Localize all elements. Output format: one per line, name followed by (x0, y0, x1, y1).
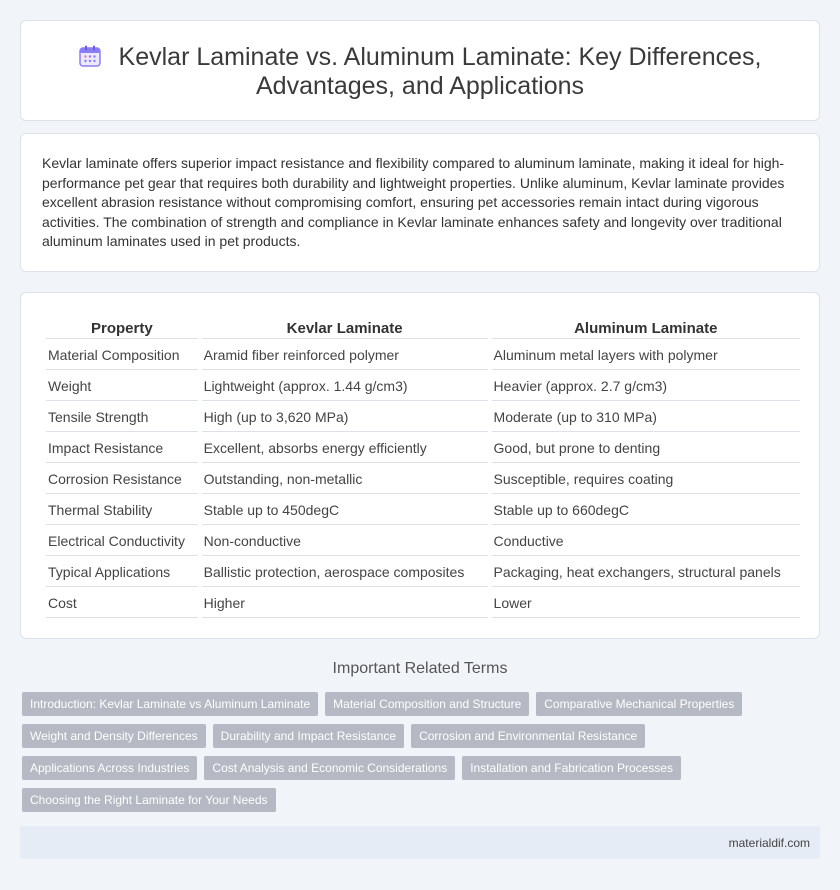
kevlar-cell: High (up to 3,620 MPa) (202, 403, 488, 432)
related-tag[interactable]: Weight and Density Differences (22, 724, 206, 748)
title-line-1 (21, 43, 819, 72)
tag-row (22, 724, 812, 748)
related-tag[interactable]: Cost Analysis and Economic Considerations (204, 756, 455, 780)
related-terms-title: Important Related Terms (332, 660, 508, 677)
related-tag[interactable]: Introduction: Kevlar Laminate vs Aluminum Laminate (22, 692, 318, 716)
table-row (46, 403, 800, 432)
kevlar-cell: Lightweight (approx. 1.44 g/cm3) (202, 372, 488, 401)
title-card (20, 20, 820, 121)
aluminum-cell: Packaging, heat exchangers, structural panels (492, 558, 800, 587)
aluminum-cell: Aluminum metal layers with polymer (492, 341, 800, 370)
kevlar-cell: Non-conductive (202, 527, 488, 556)
footer-site-link[interactable]: materialdif.com (728, 836, 810, 850)
kevlar-cell: Aramid fiber reinforced polymer (202, 341, 488, 370)
intro-card (20, 133, 820, 272)
aluminum-cell: Heavier (approx. 2.7 g/cm3) (492, 372, 800, 401)
aluminum-cell: Good, but prone to denting (492, 434, 800, 463)
table-row (46, 589, 800, 618)
kevlar-cell: Outstanding, non-metallic (202, 465, 488, 494)
property-cell: Typical Applications (46, 558, 198, 587)
kevlar-cell: Stable up to 450degC (202, 496, 488, 525)
property-cell: Thermal Stability (46, 496, 198, 525)
tag-row (22, 788, 812, 812)
comparison-card (20, 292, 820, 639)
related-tag[interactable]: Applications Across Industries (22, 756, 197, 780)
related-tag[interactable]: Corrosion and Environmental Resistance (411, 724, 645, 748)
related-terms-tags (22, 692, 812, 820)
related-tag[interactable]: Comparative Mechanical Properties (536, 692, 742, 716)
aluminum-cell: Susceptible, requires coating (492, 465, 800, 494)
property-cell: Weight (46, 372, 198, 401)
property-cell: Cost (46, 589, 198, 618)
property-cell: Material Composition (46, 341, 198, 370)
table-header-row (46, 317, 800, 339)
property-cell: Impact Resistance (46, 434, 198, 463)
kevlar-cell: Ballistic protection, aerospace composites (202, 558, 488, 587)
title-line-2: Advantages, and Applications (255, 72, 584, 100)
table-row (46, 558, 800, 587)
table-row (46, 434, 800, 463)
aluminum-cell: Conductive (492, 527, 800, 556)
calendar-grid-icon (79, 45, 101, 67)
header-kevlar: Kevlar Laminate (202, 317, 488, 339)
kevlar-cell: Excellent, absorbs energy efficiently (202, 434, 488, 463)
property-cell: Tensile Strength (46, 403, 198, 432)
related-tag[interactable]: Durability and Impact Resistance (213, 724, 404, 748)
table-row (46, 341, 800, 370)
tag-row (22, 756, 812, 780)
title-text-1: Kevlar Laminate vs. Aluminum Laminate: Key Differences, (118, 43, 762, 71)
comparison-table (42, 315, 804, 620)
related-tag[interactable]: Choosing the Right Laminate for Your Needs (22, 788, 276, 812)
table-row (46, 465, 800, 494)
aluminum-cell: Lower (492, 589, 800, 618)
related-tag[interactable]: Material Composition and Structure (325, 692, 529, 716)
footer-bar (20, 826, 820, 859)
tag-row (22, 692, 812, 716)
aluminum-cell: Moderate (up to 310 MPa) (492, 403, 800, 432)
table-row (46, 527, 800, 556)
header-property: Property (46, 317, 198, 339)
aluminum-cell: Stable up to 660degC (492, 496, 800, 525)
page-title (21, 43, 819, 101)
related-tag[interactable]: Installation and Fabrication Processes (462, 756, 681, 780)
intro-paragraph: Kevlar laminate offers superior impact resistance and flexibility compared to aluminum laminate, making it ideal for high-performance pet gear that requires both durability and lightweight properties. Unlike aluminum, Kevlar laminate provides excellent abrasion resistance without compromising comfort, ensuring pet accessories remain intact during vigorous activities. The combination of strength and compliance in Kevlar laminate enhances safety and longevity over traditional aluminum laminates used in pet products. (42, 155, 785, 250)
property-cell: Corrosion Resistance (46, 465, 198, 494)
table-row (46, 496, 800, 525)
header-aluminum: Aluminum Laminate (492, 317, 800, 339)
kevlar-cell: Higher (202, 589, 488, 618)
table-row (46, 372, 800, 401)
property-cell: Electrical Conductivity (46, 527, 198, 556)
